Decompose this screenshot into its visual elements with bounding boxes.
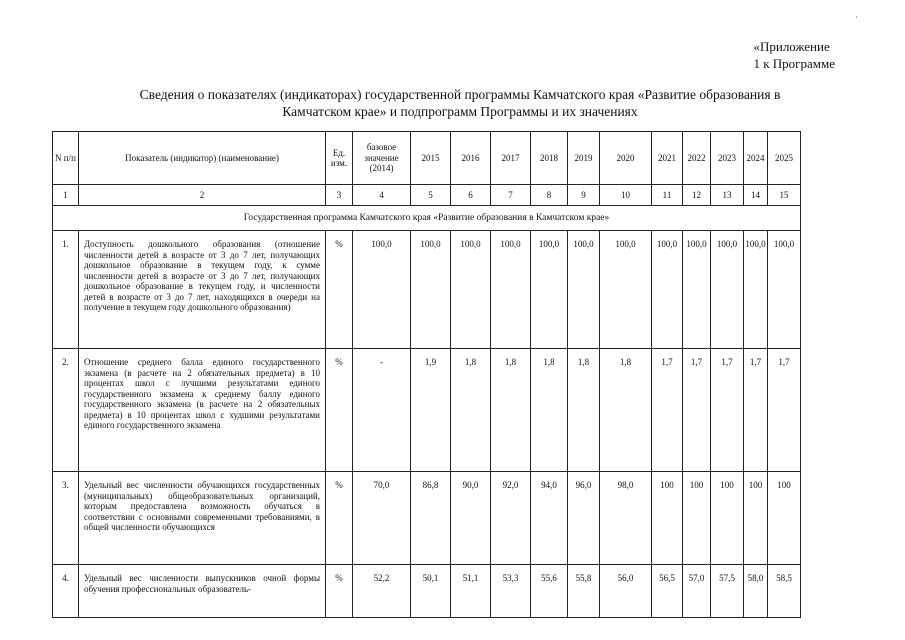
column-number: 3 [326,185,353,206]
value-cell: 100,0 [491,231,531,349]
value-cell: 51,1 [451,565,491,618]
value-cell: 57,0 [683,565,711,618]
header-year: 2024 [744,132,768,185]
base-value: 52,2 [353,565,411,618]
value-cell: 86,8 [411,472,451,565]
header-year: 2025 [768,132,801,185]
indicators-table [52,131,801,618]
value-cell: 1,8 [491,349,531,472]
column-number: 2 [79,185,326,206]
value-cell: 56,0 [600,565,652,618]
column-number: 10 [600,185,652,206]
header-unit: Ед. изм. [326,132,353,185]
value-cell: 96,0 [568,472,600,565]
value-cell: 1,7 [711,349,744,472]
value-cell: 1,8 [568,349,600,472]
unit-cell: % [326,349,353,472]
header-year: 2018 [531,132,568,185]
column-number: 7 [491,185,531,206]
value-cell: 100 [683,472,711,565]
unit-cell: % [326,472,353,565]
value-cell: 1,8 [531,349,568,472]
appendix-line-1: «Приложение [753,39,830,54]
program-title: Государственная программа Камчатского края «Развитие образования в Камчатском крае» [53,206,801,231]
value-cell: 1,7 [768,349,801,472]
header-row [53,132,801,185]
header-year: 2021 [652,132,683,185]
value-cell: 100,0 [683,231,711,349]
row-number: 4. [53,565,79,618]
table-row [53,349,801,472]
header-year: 2019 [568,132,600,185]
program-section-row [53,206,801,231]
value-cell: 100,0 [711,231,744,349]
indicator-name: Отношение среднего балла единого государственного экзамена (в расчете на 2 обязательных предмета) в 10 процентах школ с лучшими результатами единого государственного экзамена к среднему баллу единого государственного экзамена (в расчете на 2 обязательных предмета) в 10 процентах школ с худшими результатами единого государственного экзамена [79,349,326,472]
base-value: - [353,349,411,472]
value-cell: 1,8 [451,349,491,472]
table-row [53,565,801,618]
base-value: 100,0 [353,231,411,349]
column-number: 12 [683,185,711,206]
value-cell: 50,1 [411,565,451,618]
value-cell: 53,3 [491,565,531,618]
value-cell: 100,0 [568,231,600,349]
document-title [80,86,840,120]
value-cell: 56,5 [652,565,683,618]
column-number: 1 [53,185,79,206]
row-number: 1. [53,231,79,349]
base-value: 70,0 [353,472,411,565]
unit-cell: % [326,565,353,618]
header-year: 2020 [600,132,652,185]
value-cell: 98,0 [600,472,652,565]
value-cell: 1,7 [652,349,683,472]
appendix-line-2: 1 к Программе [753,56,835,71]
header-year: 2023 [711,132,744,185]
value-cell: 100 [768,472,801,565]
value-cell: 100,0 [600,231,652,349]
value-cell: 100,0 [744,231,768,349]
header-name: Показатель (индикатор) (наименование) [79,132,326,185]
indicator-name: Удельный вес численности обучающихся государственных (муниципальных) общеобразовательных организаций, которым предоставлена возможность обучаться в соответствии с основными современными требованиями, в общей численности обучающихся [79,472,326,565]
value-cell: 100 [711,472,744,565]
value-cell: 100,0 [531,231,568,349]
column-number: 9 [568,185,600,206]
value-cell: 100 [652,472,683,565]
column-number: 15 [768,185,801,206]
column-number-row [53,185,801,206]
value-cell: 1,9 [411,349,451,472]
value-cell: 90,0 [451,472,491,565]
value-cell: 55,8 [568,565,600,618]
column-number: 5 [411,185,451,206]
scan-mark: · [855,12,858,22]
title-line-1: Сведения о показателях (индикаторах) государственной программы Камчатского края «Развитие образования в [139,87,781,102]
column-number: 8 [531,185,568,206]
column-number: 6 [451,185,491,206]
header-num: N п/п [53,132,79,185]
header-year: 2015 [411,132,451,185]
value-cell: 100,0 [768,231,801,349]
header-year: 2017 [491,132,531,185]
table-row [53,472,801,565]
value-cell: 55,6 [531,565,568,618]
indicators-table-wrapper [52,131,801,618]
header-year: 2022 [683,132,711,185]
value-cell: 1,7 [744,349,768,472]
header-year: 2016 [451,132,491,185]
column-number: 14 [744,185,768,206]
row-number: 3. [53,472,79,565]
value-cell: 94,0 [531,472,568,565]
row-number: 2. [53,349,79,472]
unit-cell: % [326,231,353,349]
value-cell: 57,5 [711,565,744,618]
column-number: 11 [652,185,683,206]
value-cell: 1,7 [683,349,711,472]
value-cell: 92,0 [491,472,531,565]
value-cell: 100,0 [411,231,451,349]
value-cell: 1,8 [600,349,652,472]
title-line-2: Камчатском крае» и подпрограмм Программы и их значениях [282,104,638,119]
header-base: базовое значение (2014) [353,132,411,185]
column-number: 13 [711,185,744,206]
table-row [53,231,801,349]
indicator-name: Удельный вес численности выпускников очной формы обучения профессиональных образователь- [79,565,326,618]
column-number: 4 [353,185,411,206]
value-cell: 58,0 [744,565,768,618]
value-cell: 58,5 [768,565,801,618]
value-cell: 100,0 [652,231,683,349]
value-cell: 100,0 [451,231,491,349]
indicator-name: Доступность дошкольного образования (отношение численности детей в возрасте от 3 до 7 лет, получающих дошкольное образование в текущем году, к сумме численности детей в возрасте от 3 до 7 лет, получающих дошкольное образование в текущем году, и численности детей в возрасте от 3 до 7 лет, находящихся в очереди на получение в текущем году дошкольного образования) [79,231,326,349]
value-cell: 100 [744,472,768,565]
appendix-note [753,38,835,72]
